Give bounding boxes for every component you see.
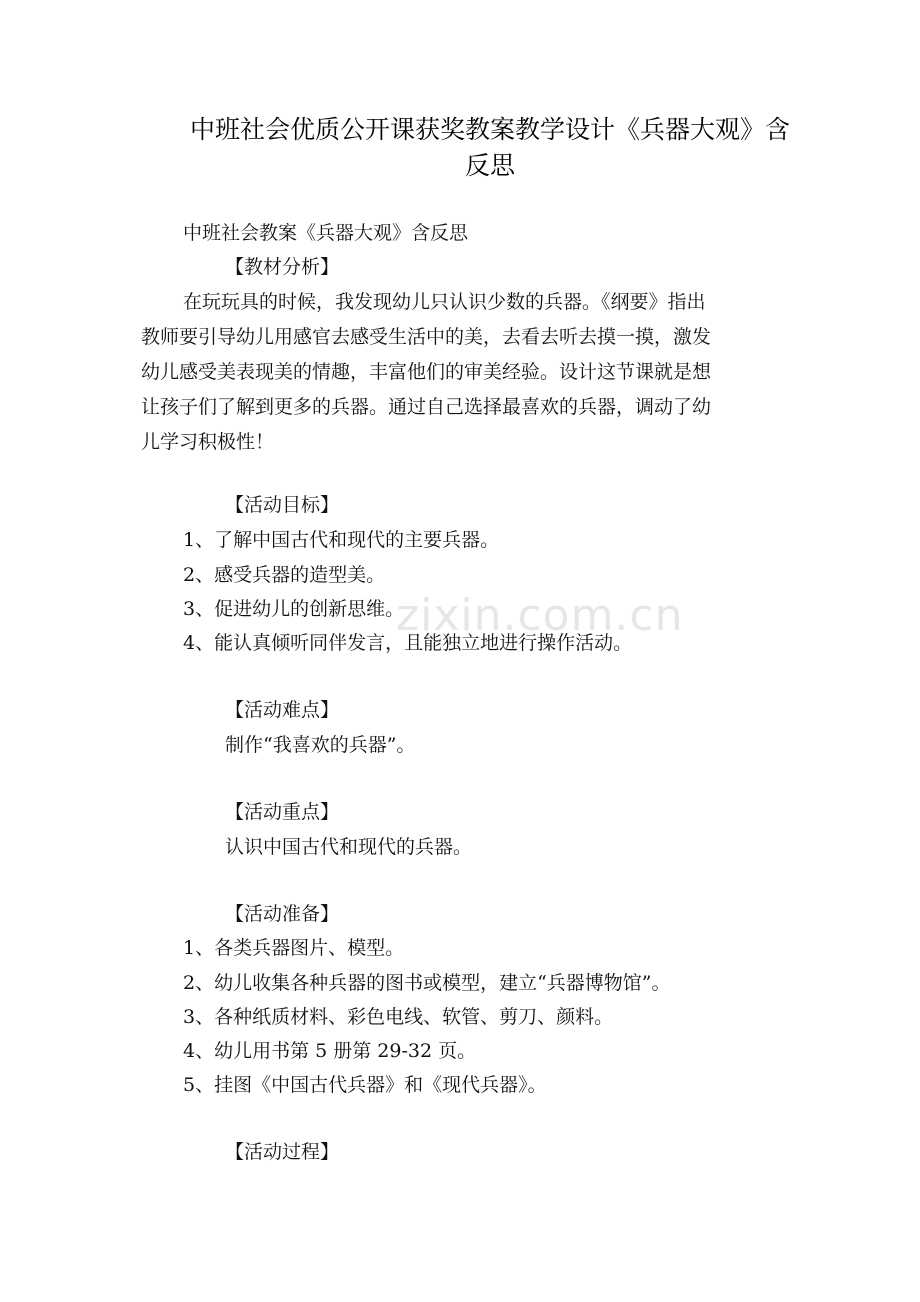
- focus-text: 认识中国古代和现代的兵器。: [225, 836, 473, 858]
- prep-item: 5、挂图《中国古代兵器》和《现代兵器》。: [183, 1074, 547, 1096]
- analysis-line: 幼儿感受美表现美的情趣，丰富他们的审美经验。设计这节课就是想: [141, 361, 712, 383]
- analysis-line: 教师要引导幼儿用感官去感受生活中的美，去看去听去摸一摸，激发: [141, 326, 712, 348]
- watermark: zixin.com.cn: [396, 590, 684, 641]
- document-title: [150, 112, 830, 184]
- title-line-2: 反思: [464, 151, 515, 180]
- goal-item: 1、了解中国古代和现代的主要兵器。: [183, 529, 500, 551]
- analysis-line: 让孩子们了解到更多的兵器。通过自己选择最喜欢的兵器，调动了幼: [141, 396, 712, 418]
- analysis-heading: 【教材分析】: [225, 256, 340, 278]
- difficulty-heading: 【活动难点】: [225, 699, 340, 721]
- goal-item: 4、能认真倾听同伴发言，且能独立地进行操作活动。: [183, 632, 633, 654]
- focus-heading: 【活动重点】: [225, 801, 340, 823]
- subtitle: 中班社会教案《兵器大观》含反思: [183, 222, 469, 244]
- goal-item: 2、感受兵器的造型美。: [183, 564, 386, 586]
- goals-heading: 【活动目标】: [225, 494, 340, 516]
- prep-heading: 【活动准备】: [225, 903, 340, 925]
- difficulty-text: 制作“我喜欢的兵器”。: [225, 734, 416, 756]
- prep-item: 1、各类兵器图片、模型。: [183, 937, 405, 959]
- prep-item: 4、幼儿用书第 5 册第 29-32 页。: [183, 1040, 477, 1062]
- analysis-line: 在玩玩具的时候，我发现幼儿只认识少数的兵器。《纲要》指出: [183, 291, 706, 313]
- prep-item: 2、幼儿收集各种兵器的图书或模型，建立“兵器博物馆”。: [183, 972, 671, 994]
- prep-item: 3、各种纸质材料、彩色电线、软管、剪刀、颜料。: [183, 1006, 614, 1028]
- goal-item: 3、促进幼儿的创新思维。: [183, 598, 405, 620]
- analysis-paragraph: [141, 285, 781, 460]
- process-heading: 【活动过程】: [225, 1141, 340, 1163]
- analysis-line: 儿学习积极性！: [141, 431, 275, 453]
- title-line-1: 中班社会优质公开课获奖教案教学设计《兵器大观》含: [189, 115, 790, 144]
